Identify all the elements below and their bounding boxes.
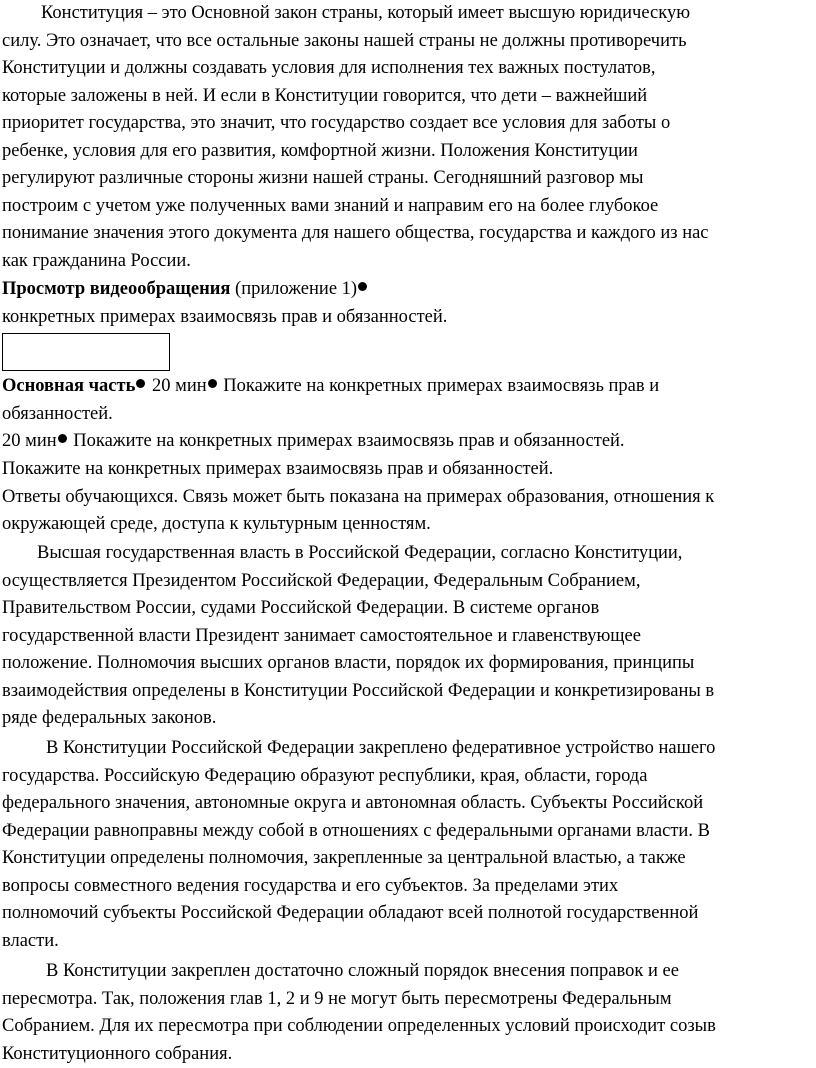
video-continuation: конкретных примерах взаимосвязь прав и обязанностей. (2, 307, 448, 327)
power-line: положение. Полномочия высших органов власти, порядок их формирования, принципы (2, 653, 695, 673)
bullet-icon (58, 434, 67, 443)
main-repeat-task: Покажите на конкретных примерах взаимосвязь прав и обязанностей. (73, 431, 625, 451)
power-line: осуществляется Президентом Российской Федерации, Федеральным Собранием, (2, 571, 641, 591)
amend-line: В Конституции закреплен достаточно сложный порядок внесения поправок и ее (46, 961, 679, 981)
video-note: (приложение 1) (235, 279, 358, 299)
bullet-icon (136, 379, 145, 388)
federal-line: Федерации равноправны между собой в отношениях с федеральными органами власти. В (2, 821, 710, 841)
power-line: Правительством России, судами Российской Федерации. В системе органов (2, 598, 600, 618)
intro-line: как гражданина России. (2, 251, 191, 271)
main-repeat-line (2, 428, 625, 454)
federal-line: государства. Российскую Федерацию образуют республики, края, области, города (2, 766, 648, 786)
main-repeat-time: 20 мин (2, 431, 57, 451)
amend-line: Собранием. Для их пересмотра при соблюдении определенных условий происходит созыв (2, 1016, 716, 1036)
amend-line: Конституционного собрания. (2, 1044, 233, 1064)
main-title: Основная часть (2, 376, 136, 396)
power-line: Высшая государственная власть в Российской Федерации, согласно Конституции, (37, 543, 683, 563)
intro-line: понимание значения этого документа для нашего общества, государства и каждого из нас (2, 223, 709, 243)
federal-line: В Конституции Российской Федерации закреплено федеративное устройство нашего (46, 738, 716, 758)
intro-line: силу. Это означает, что все остальные законы нашей страны не должны противоречить (2, 31, 687, 51)
main-heading-line (2, 373, 659, 399)
intro-line: приоритет государства, это значит, что государство создает все условия для заботы о (2, 113, 671, 133)
intro-line: Конституция – это Основной закон страны, который имеет высшую юридическую (41, 3, 691, 23)
main-task-end: обязанностей. (2, 404, 113, 424)
federal-line: Конституции определены полномочия, закрепленные за центральной властью, а также (2, 848, 686, 868)
bullet-icon (208, 379, 217, 388)
bullet-icon (358, 282, 367, 291)
answer-line: окружающей среде, доступа к культурным ценностям. (2, 514, 431, 534)
intro-line: которые заложены в ней. И если в Конституции говорится, что дети – важнейший (2, 86, 648, 106)
federal-line: полномочий субъекты Российской Федерации обладают всей полнотой государственной (2, 903, 699, 923)
video-heading-line (2, 276, 369, 302)
intro-line: построим с учетом уже полученных вами знаний и направим его на более глубокое (2, 196, 659, 216)
federal-line: федерального значения, автономные округа и автономная область. Субъекты Российской (2, 793, 704, 813)
intro-line: ребенке, условия для его развития, комфортной жизни. Положения Конституции (2, 141, 638, 161)
answer-line: Ответы обучающихся. Связь может быть показана на примерах образования, отношения к (2, 487, 715, 507)
empty-cell-frame (2, 333, 170, 371)
federal-line: вопросы совместного ведения государства и его субъектов. За пределами этих (2, 876, 619, 896)
federal-line: власти. (2, 931, 59, 951)
intro-line: регулируют различные стороны жизни нашей страны. Сегодняшний разговор мы (2, 168, 644, 188)
power-line: государственной власти Президент занимает самостоятельное и главенствующее (2, 626, 641, 646)
power-line: взаимодействия определены в Конституции Российской Федерации и конкретизированы в (2, 681, 715, 701)
main-time: 20 мин (151, 376, 207, 396)
power-line: ряде федеральных законов. (2, 708, 217, 728)
video-title: Просмотр видеообращения (2, 279, 231, 299)
amend-line: пересмотра. Так, положения глав 1, 2 и 9 не могут быть пересмотрены Федеральным (2, 989, 672, 1009)
intro-line: Конституции и должны создавать условия для исполнения тех важных постулатов, (2, 58, 656, 78)
main-task: Покажите на конкретных примерах взаимосвязь прав и (223, 376, 660, 396)
main-repeat-task-2: Покажите на конкретных примерах взаимосвязь прав и обязанностей. (2, 459, 554, 479)
